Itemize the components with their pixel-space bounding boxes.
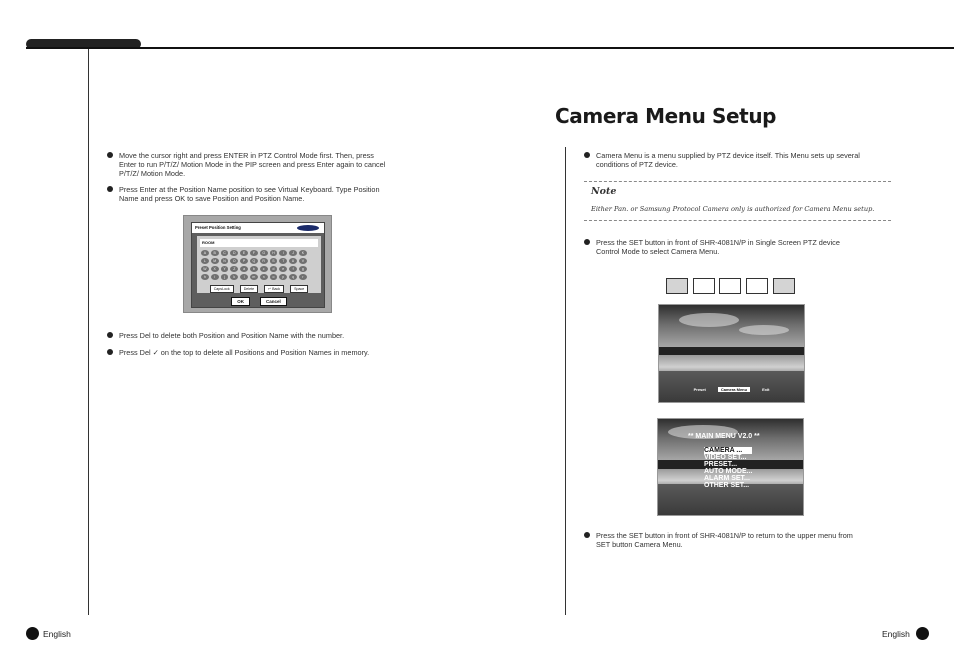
- key-Z[interactable]: Z: [230, 266, 238, 272]
- key-K[interactable]: K: [299, 250, 307, 256]
- key-E[interactable]: E: [240, 250, 248, 256]
- camera-menu-screenshot: [658, 304, 805, 403]
- key-R[interactable]: R: [260, 258, 268, 264]
- bullet-dot: [584, 532, 590, 538]
- note-divider-bottom: [584, 220, 891, 221]
- key-d[interactable]: d: [270, 266, 278, 272]
- preset-menu-item: Preset: [693, 387, 706, 392]
- function-key-3[interactable]: Space: [290, 285, 308, 293]
- key-D[interactable]: D: [230, 250, 238, 256]
- key-X[interactable]: X: [211, 266, 219, 272]
- menu-item-camera: CAMERA ...: [704, 447, 752, 454]
- bullet-dot: [107, 186, 113, 192]
- main-menu-title: ** MAIN MENU V2.0 **: [688, 433, 760, 440]
- key-l[interactable]: l: [240, 274, 248, 280]
- left-margin-rule: [88, 49, 89, 615]
- key-Q[interactable]: Q: [250, 258, 258, 264]
- key-B[interactable]: B: [211, 250, 219, 256]
- note-text: Either Pan. or Samsung Protocol Camera only is authorized for Camera Menu setup.: [591, 205, 875, 213]
- function-key-2[interactable]: ↵ Back: [264, 285, 284, 293]
- screen-menu-bar: [659, 387, 804, 392]
- panel-button: [719, 278, 741, 294]
- key-n[interactable]: n: [260, 274, 268, 280]
- bullet-text: Press Del ✓ on the top to delete all Positions and Position Names in memory.: [119, 348, 370, 357]
- keyboard-window: [191, 222, 325, 308]
- left-bullet-4: [107, 348, 427, 358]
- keyboard-title: Preset Position Setting: [192, 223, 324, 233]
- left-bullet-1: [107, 151, 427, 179]
- right-bullet-3: [584, 531, 904, 551]
- main-menu-screenshot: [657, 418, 804, 516]
- bullet-text: Press Enter at the Position Name position to see Virtual Keyboard. Type Position Name and press OK to save Position and Position Name.: [119, 185, 380, 203]
- key-G[interactable]: G: [260, 250, 268, 256]
- bullet-text: Press Del to delete both Position and Position Name with the number.: [119, 331, 345, 340]
- panel-button: [746, 278, 768, 294]
- note-divider-top: [584, 181, 891, 182]
- key-F[interactable]: F: [250, 250, 258, 256]
- keyboard-panel: [197, 236, 321, 293]
- menu-item-other-set: OTHER SET...: [704, 482, 750, 489]
- key-o[interactable]: o: [270, 274, 278, 280]
- key-e[interactable]: e: [279, 266, 287, 272]
- key-g[interactable]: g: [299, 266, 307, 272]
- key-H[interactable]: H: [270, 250, 278, 256]
- left-bullet-2: [107, 185, 427, 205]
- key-W[interactable]: W: [201, 266, 209, 272]
- key-N[interactable]: N: [221, 258, 229, 264]
- exit-menu-item: Exit: [762, 387, 770, 392]
- key-j[interactable]: j: [221, 274, 229, 280]
- right-bullet-1: [584, 151, 904, 171]
- panel-button: [773, 278, 795, 294]
- key-T[interactable]: T: [279, 258, 287, 264]
- cancel-button[interactable]: Cancel: [260, 297, 287, 306]
- samsung-logo-icon: [297, 225, 319, 231]
- key-m[interactable]: m: [250, 274, 258, 280]
- key-q[interactable]: q: [289, 274, 297, 280]
- function-key-0[interactable]: CapsLock: [210, 285, 234, 293]
- panel-button: [666, 278, 688, 294]
- menu-item-alarm-set: ALARM SET...: [704, 475, 750, 482]
- key-grid: [201, 250, 319, 282]
- key-L[interactable]: L: [201, 258, 209, 264]
- bullet-text: Press the SET button in front of SHR-4081N/P to return to the upper menu from SET button Camera Menu.: [596, 531, 853, 549]
- confirm-row: [192, 297, 326, 306]
- key-M[interactable]: M: [211, 258, 219, 264]
- key-Y[interactable]: Y: [221, 266, 229, 272]
- key-O[interactable]: O: [230, 258, 238, 264]
- bullet-text: Press the SET button in front of SHR-4081N/P in Single Screen PTZ device Control Mode to select Camera Menu.: [596, 238, 840, 256]
- camera-menu-item: Camera Menu: [718, 387, 750, 392]
- right-margin-rule: [565, 147, 566, 615]
- bullet-dot: [584, 152, 590, 158]
- key-S[interactable]: S: [270, 258, 278, 264]
- key-row: [201, 258, 319, 264]
- key-row: [201, 266, 319, 272]
- key-V[interactable]: V: [299, 258, 307, 264]
- key-a[interactable]: a: [240, 266, 248, 272]
- main-menu-list: [704, 447, 752, 489]
- key-c[interactable]: c: [260, 266, 268, 272]
- header-rule: [26, 47, 954, 49]
- key-k[interactable]: k: [230, 274, 238, 280]
- key-h[interactable]: h: [201, 274, 209, 280]
- key-P[interactable]: P: [240, 258, 248, 264]
- key-b[interactable]: b: [250, 266, 258, 272]
- footer-left-dot: [26, 627, 39, 640]
- key-row: [201, 250, 319, 256]
- footer-left-label: English: [43, 629, 71, 639]
- cloud: [739, 325, 789, 335]
- right-bullet-2: [584, 238, 904, 258]
- key-J[interactable]: J: [289, 250, 297, 256]
- note-title: Note: [591, 186, 617, 197]
- key-r[interactable]: r: [299, 274, 307, 280]
- bullet-text: Camera Menu is a menu supplied by PTZ device itself. This Menu sets up several conditions of PTZ device.: [596, 151, 860, 169]
- key-i[interactable]: i: [211, 274, 219, 280]
- bullet-dot: [584, 239, 590, 245]
- virtual-keyboard-screenshot: [183, 215, 332, 313]
- menu-item-auto-mode: AUTO MODE...: [704, 468, 753, 475]
- key-p[interactable]: p: [279, 274, 287, 280]
- function-keys: [197, 285, 321, 293]
- page-title: Camera Menu Setup: [555, 104, 777, 128]
- key-row: [201, 274, 319, 280]
- key-C[interactable]: C: [221, 250, 229, 256]
- position-name-field[interactable]: ROOM: [200, 239, 318, 247]
- bullet-dot: [107, 349, 113, 355]
- key-A[interactable]: A: [201, 250, 209, 256]
- key-U[interactable]: U: [289, 258, 297, 264]
- bullet-dot: [107, 152, 113, 158]
- key-f[interactable]: f: [289, 266, 297, 272]
- bullet-text: Move the cursor right and press ENTER in PTZ Control Mode first. Then, press Enter to run P/T/Z/ Motion Mode in the PIP screen and press Enter again to cancel P/T/Z/ Motion Mode.: [119, 151, 386, 178]
- menu-item-preset: PRESET...: [704, 461, 738, 468]
- key-I[interactable]: I: [279, 250, 287, 256]
- bullet-dot: [107, 332, 113, 338]
- panel-button: [693, 278, 715, 294]
- left-bullet-3: [107, 331, 427, 341]
- menu-item-video-set: VIDEO SET...: [704, 454, 747, 461]
- ok-button[interactable]: OK: [231, 297, 250, 306]
- footer-right-dot: [916, 627, 929, 640]
- footer-right-label: English: [882, 629, 910, 639]
- cloud: [679, 313, 739, 327]
- function-key-1[interactable]: Delete: [240, 285, 258, 293]
